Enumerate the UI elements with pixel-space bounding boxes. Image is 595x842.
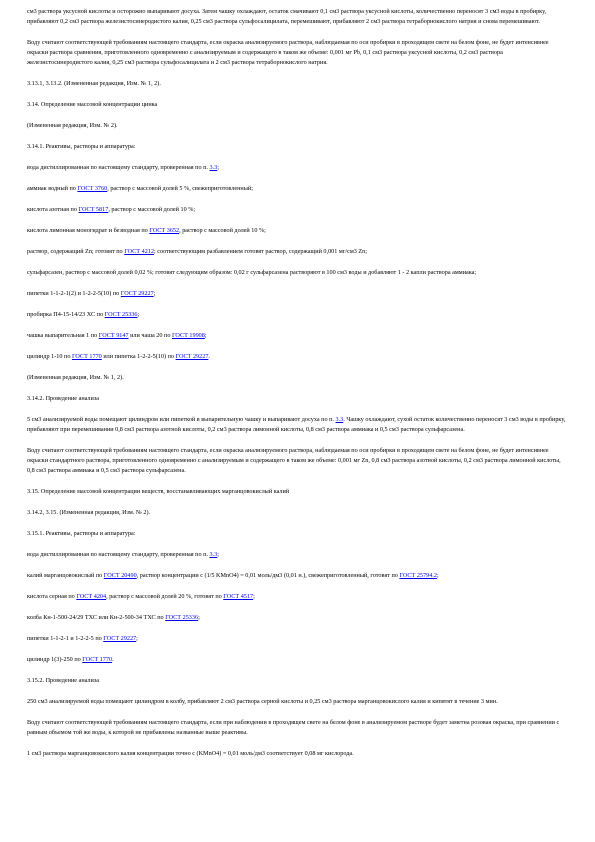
gost-reference-link[interactable]: ГОСТ 25336 [165,614,199,621]
paragraph-text: ; [198,614,200,621]
paragraph [27,310,567,320]
gost-reference-link[interactable]: ГОСТ 29227 [175,353,209,360]
paragraph-text: вода дистиллированная по настоящему стандарту, проверенная по п. [27,164,210,171]
gost-reference-link[interactable]: ГОСТ 5817 [78,206,109,213]
paragraph-text: цилиндр 1-10 по [27,353,72,360]
paragraph [27,508,567,518]
gost-reference-link[interactable]: ГОСТ 1770 [71,353,102,360]
gost-reference-link[interactable]: ГОСТ 25794.2 [399,572,437,579]
paragraph-text: ; [253,593,255,600]
paragraph-text: раствор, содержащий Zn; готовят по [27,248,125,255]
paragraph-text: 3.13.1, 3.13.2. (Измененная редакция, Изм. № 1, 2). [27,80,161,87]
gost-reference-link[interactable]: ГОСТ 9147 [98,332,129,339]
paragraph-text: , раствор с массовой долей 5 %, свежеприготовленный; [107,185,253,192]
paragraph-text: кислота серная по [27,593,77,600]
paragraph-text: пробирка П4-15-14/23 ХС по [27,311,105,318]
paragraph-text: . [208,353,210,360]
paragraph [27,655,567,665]
paragraph [27,487,567,497]
paragraph-text: кислота азотная по [27,206,79,213]
document-body [27,7,567,770]
paragraph-text: 3.15. Определение массовой концентрации веществ, восстанавливающих марганцовокислый калий [27,488,290,495]
paragraph-text: , раствор с массовой долей 10 %; [179,227,266,234]
paragraph-text: см3 раствора уксусной кислоты и осторожно выпаривают досуха. Затем чашку охлаждают, остаток смачивают 0,1 см3 раствора уксусной кислоты, количественно переносят 3 см3 воды в пробирку, прибавляют 0,2 см3 раствора железистосинеродистого калия, 0,25 см3 раствора сульфосалицилата, перемешивают, прибавляют 2 см3 раствора тетраборнокислого натрия и снова перемешивают. [27,8,547,25]
paragraph-text: сульфарсазен, раствор с массовой долей 0,02 %; готовят следующим образом: 0,02 г сульфарсазена растворяют в 100 см3 воды и добавляют 1 - 2 капли раствора аммиака; [27,269,477,276]
paragraph [27,79,567,89]
paragraph-text: пипетки 1-1-2-1(2) и 1-2-2-5(10) по [27,290,121,297]
gost-reference-link[interactable]: 3.3 [209,551,218,558]
paragraph [27,373,567,383]
gost-reference-link[interactable]: ГОСТ 4517 [223,593,254,600]
gost-reference-link[interactable]: 3.3 [209,164,218,171]
paragraph-text: ; [217,164,219,171]
paragraph [27,247,567,257]
paragraph [27,415,567,435]
paragraph-text: цилиндр 1(3)-250 по [27,656,83,663]
paragraph-text: Воду считают соответствующей требованиям настоящего стандарта, если окраска анализируемого раствора, наблюдаемая по оси пробирки в проходящем свете на белом фоне, не будет интенсивнее окраски раствора сравнения, приготовленного одновременно с анализируемым и содержащего в таком же объеме: 0,001 мг Pb, 0,1 см3 раствора уксусной кислоты, 0,2 см3 раствора железистосинеродистого калия, 0,25 см3 раствора сульфосалицилата и 2 см3 раствора тетраборнокислого натрия. [27,39,549,66]
paragraph-text: 250 см3 анализируемой воды помещают цилиндром в колбу, прибавляют 2 см3 раствора серной кислоты и 0,25 см3 раствора марганцовокислого калия и кипятят в течение 3 мин. [27,698,498,705]
paragraph [27,613,567,623]
paragraph-text: , раствор с массовой долей 10 %; [108,206,196,213]
paragraph-text: . Чашку охлаждают, сухой остаток количественно переносят 3 см3 воды в пробирку, прибавляют при перемешивании 0,8 см3 раствора азотной кислоты, 0,2 см3 раствора лимонной кислоты, 0,8 см3 раствора аммиака и 0,5 см3 раствора сульфарсазена. [27,416,566,433]
paragraph-text: ; [137,311,140,318]
paragraph [27,529,567,539]
paragraph-text: (Измененная редакция, Изм. № 1, 2). [27,374,124,381]
paragraph-text: ; [153,290,156,297]
paragraph [27,446,567,476]
paragraph [27,7,567,27]
paragraph-text: калий марганцовокислый по [27,572,104,579]
paragraph-text: пипетки 1-1-2-1 и 1-2-2-5 по [27,635,104,642]
paragraph-text: вода дистиллированная по настоящему стандарту, проверенная по п. [27,551,210,558]
paragraph [27,718,567,738]
paragraph-text: 5 см3 анализируемой воды помещают цилиндром или пипеткой в выпарительную чашку и выпаривают досуха по п. [27,416,336,423]
paragraph [27,676,567,686]
gost-reference-link[interactable]: ГОСТ 19908 [171,332,205,339]
paragraph [27,184,567,194]
paragraph-text: колба Кн-1-500-24/29 ТХС или Кн-2-500-34 ТХС по [27,614,166,621]
paragraph [27,226,567,236]
paragraph-text: или чаша 20 по [128,332,172,339]
paragraph [27,205,567,215]
paragraph-text: 3.14.2. Проведение анализа [27,395,100,402]
gost-reference-link[interactable]: ГОСТ 20490 [103,572,137,579]
gost-reference-link[interactable]: ГОСТ 1770 [82,656,113,663]
paragraph [27,571,567,581]
paragraph-text: ; [217,551,219,558]
gost-reference-link[interactable]: ГОСТ 25336 [104,311,138,318]
paragraph-text: кислота лимонная моногидрат и безводная по [27,227,150,234]
paragraph-text: 3.15.2. Проведение анализа [27,677,100,684]
paragraph [27,634,567,644]
paragraph-text: 3.14.1. Реактивы, растворы и аппаратура: [27,143,136,150]
paragraph [27,394,567,404]
paragraph-text: 3.14.2, 3.15. (Измененная редакция, Изм. № 2). [27,509,151,516]
paragraph-text: (Измененная редакция, Изм. № 2). [27,122,118,129]
paragraph [27,100,567,110]
gost-reference-link[interactable]: ГОСТ 3760 [77,185,108,192]
paragraph [27,163,567,173]
paragraph-text: ; [136,635,138,642]
gost-reference-link[interactable]: ГОСТ 3652 [149,227,180,234]
paragraph-text: ; [204,332,207,339]
paragraph [27,268,567,278]
gost-reference-link[interactable]: ГОСТ 4212 [124,248,154,255]
gost-reference-link[interactable]: 3.3 [335,416,344,423]
paragraph [27,352,567,362]
paragraph [27,38,567,68]
paragraph-text: 3.15.1. Реактивы, растворы и аппаратура: [27,530,136,537]
paragraph-text: Воду считают соответствующей требованиям настоящего стандарта, если окраска анализируемого раствора, наблюдаемая по оси пробирки в проходящем свете на белом фоне, не будет интенсивнее окраски стандартного раствора, приготовленного одновременно с анализируемым и содержащего в таком же объеме: 0,001 мг Zn, 0,8 см3 раствора азотной кислоты, 0,2 см3 раствора лимонной кислоты, 0,8 см3 раствора аммиака и 0,5 см3 раствора сульфарсазена. [27,447,561,474]
paragraph [27,289,567,299]
paragraph [27,142,567,152]
gost-reference-link[interactable]: ГОСТ 29227 [103,635,137,642]
paragraph [27,749,567,759]
paragraph-text: ; соответствующим разбавлением готовят раствор, содержащий 0,001 мг/см3 Zn; [154,248,367,255]
paragraph-text: или пипетка 1-2-2-5(10) по [101,353,176,360]
gost-reference-link[interactable]: ГОСТ 4204 [76,593,107,600]
paragraph [27,592,567,602]
paragraph-text: 1 см3 раствора марганцовокислого калия концентрации точно с (KMnO4) = 0,01 моль/дм3 соответствует 0,08 мг кислорода. [27,750,354,757]
paragraph-text: . [112,656,114,663]
paragraph-text: Воду считают соответствующей требованиям настоящего стандарта, если при наблюдении в проходящем свете на белом фоне в анализируемом растворе будет заметна розовая окраска, при сравнении с равным объемом той же воды, к которой не прибавлены названные выше реактивы. [27,719,560,736]
paragraph-text: 3.14. Определение массовой концентрации цинка [27,101,158,108]
paragraph [27,331,567,341]
paragraph-text: чашка выпарительная 1 по [27,332,99,339]
paragraph [27,697,567,707]
paragraph-text: ; [436,572,439,579]
paragraph [27,550,567,560]
paragraph [27,121,567,131]
paragraph-text: , раствор с массовой долей 20 %, готовят по [106,593,224,600]
gost-reference-link[interactable]: ГОСТ 29227 [120,290,154,297]
paragraph-text: аммиак водный по [27,185,78,192]
paragraph-text: , раствор концентрации с (1/5 KMnO4) = 0,01 моль/дм3 (0,01 н.), свежеприготовленный, готовят по [136,572,400,579]
